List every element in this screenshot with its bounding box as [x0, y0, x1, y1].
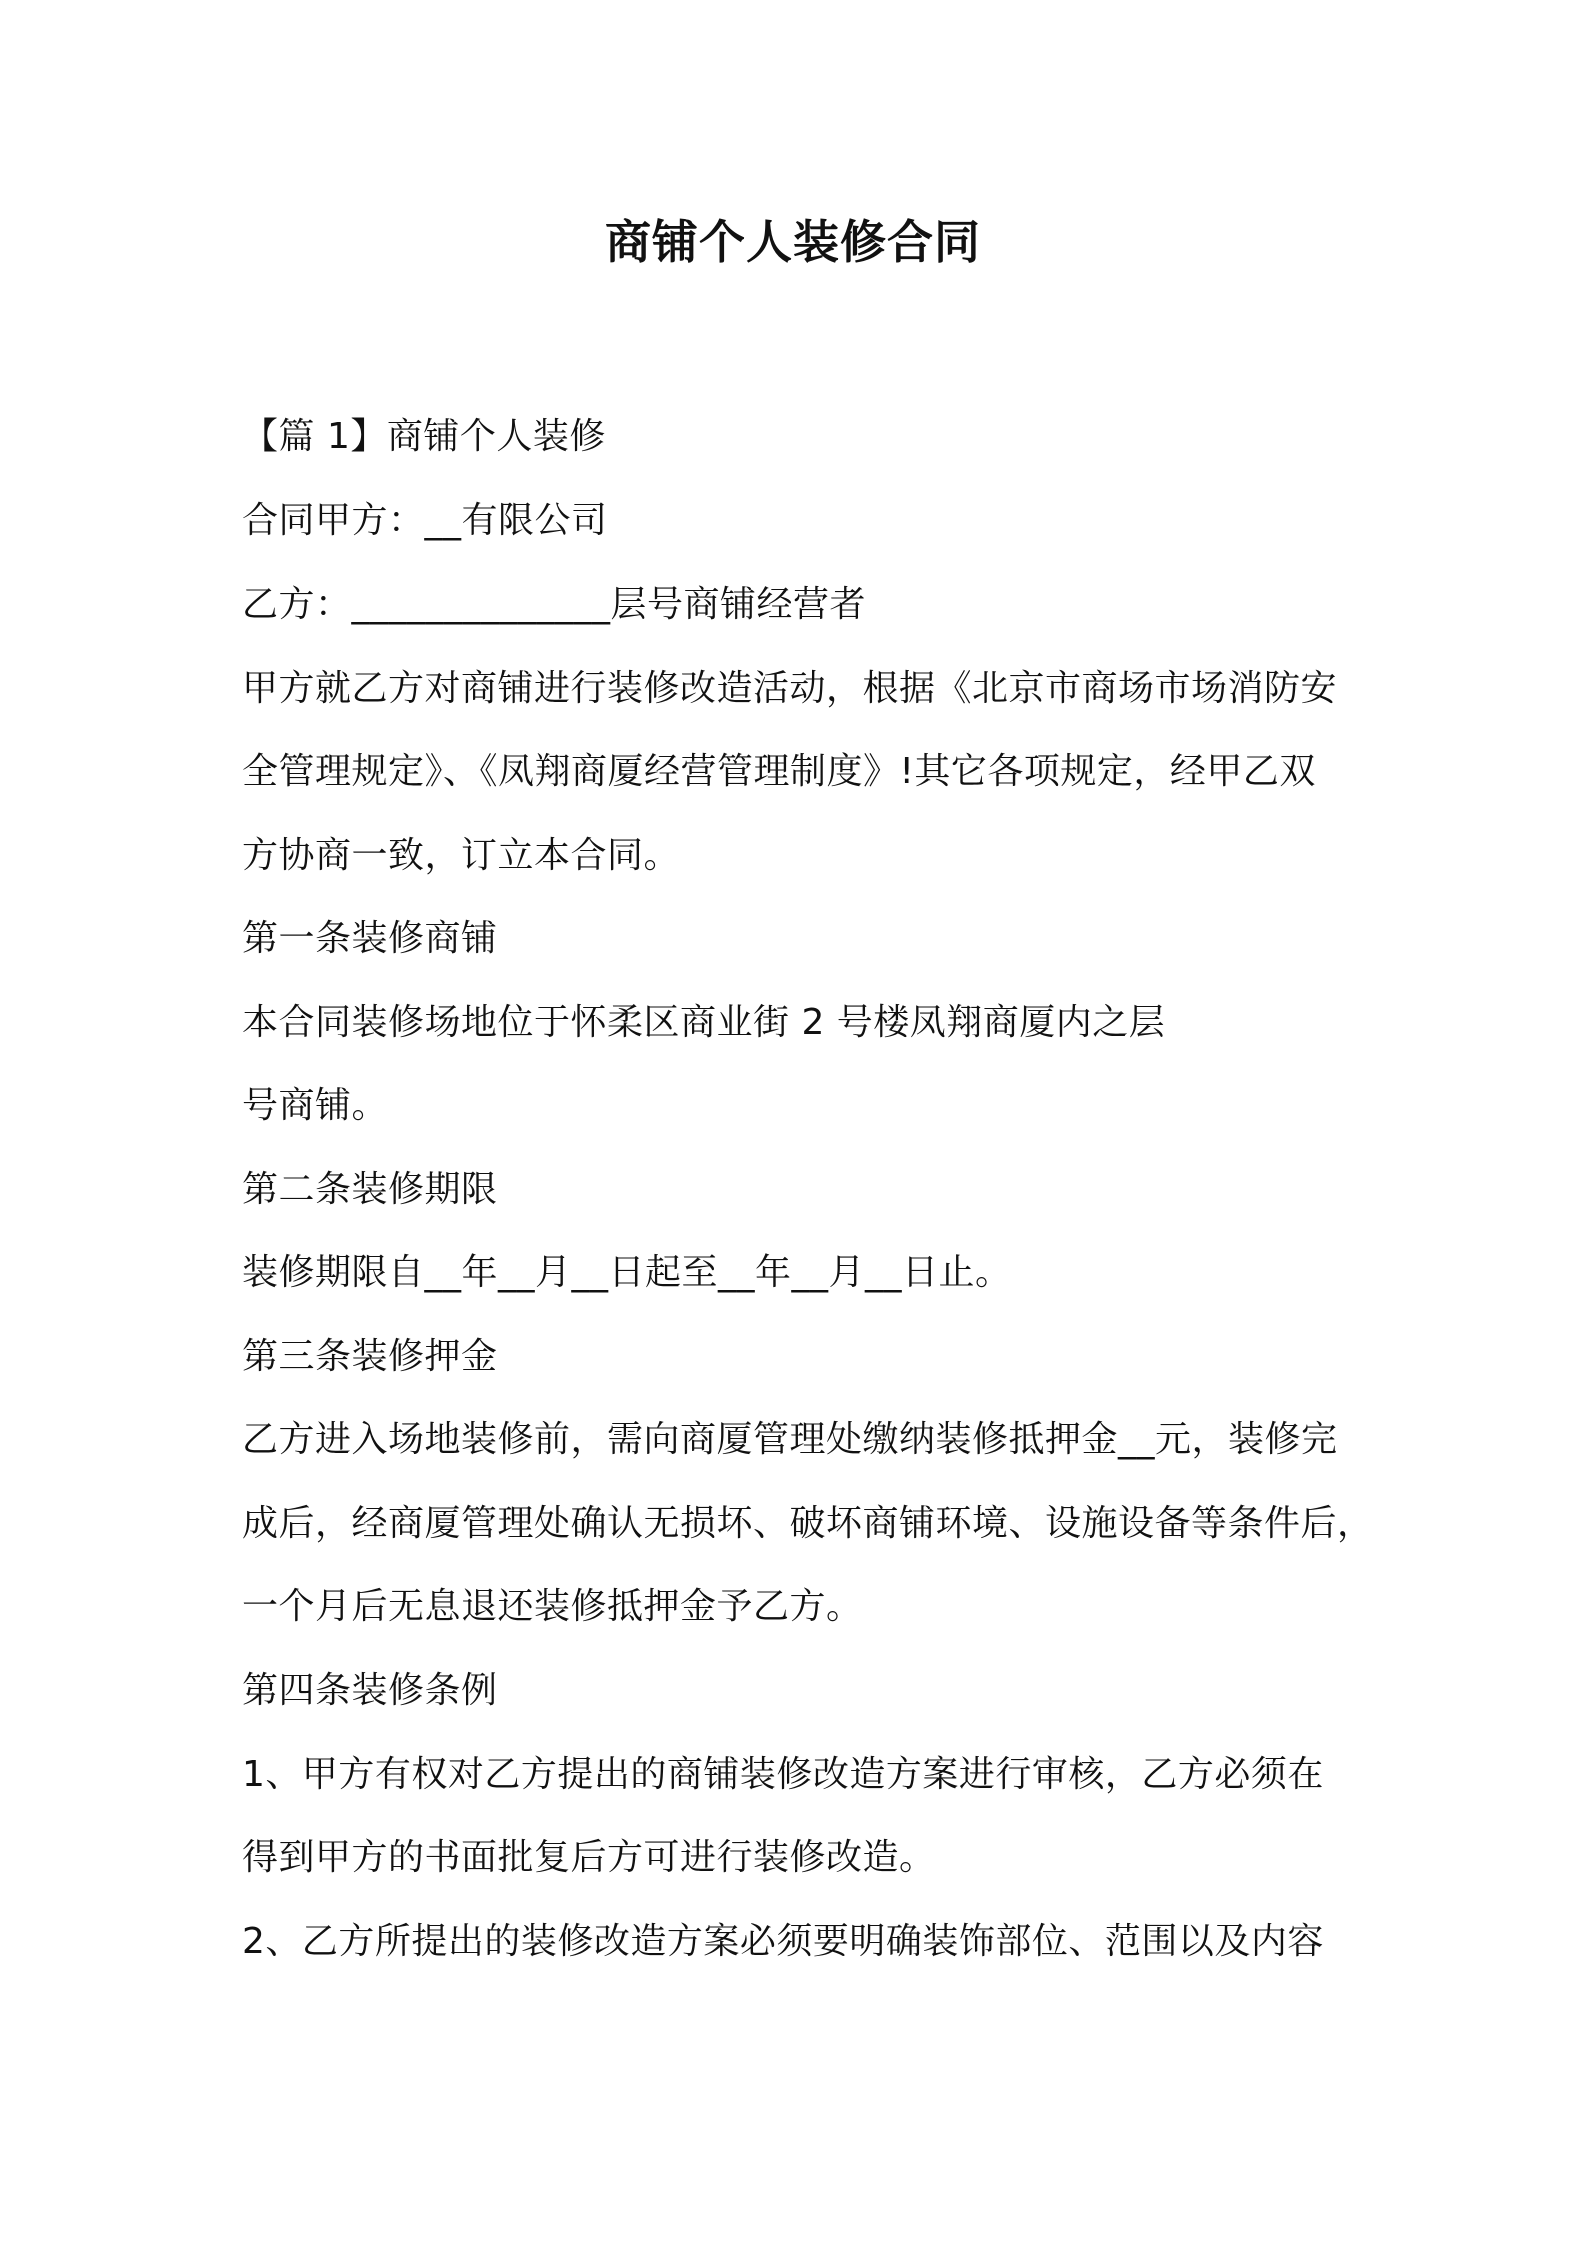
paragraph-line: 乙方进入场地装修前，需向商厦管理处缴纳装修抵押金__元，装修完 — [242, 1419, 1338, 1460]
paragraph-line: 甲方就乙方对商铺进行装修改造活动，根据《北京市商场市场消防安 — [242, 668, 1338, 709]
paragraph-line: 全管理规定》、《凤翔商厦经营管理制度》!其它各项规定，经甲乙双 — [242, 751, 1316, 792]
paragraph-line: 成后，经商厦管理处确认无损坏、破坏商铺环境、设施设备等条件后， — [242, 1503, 1374, 1544]
list-item: 2、乙方所提出的装修改造方案必须要明确装饰部位、范围以及内容 — [242, 1921, 1324, 1962]
paragraph-line: 一个月后无息退还装修抵押金予乙方。 — [242, 1586, 863, 1627]
article-heading: 第二条装修期限 — [242, 1169, 498, 1210]
paragraph-line: 本合同装修场地位于怀柔区商业街 2 号楼凤翔商厦内之层 — [242, 1002, 1166, 1043]
list-item: 1、甲方有权对乙方提出的商铺装修改造方案进行审核，乙方必须在 — [242, 1754, 1324, 1795]
article-heading: 第四条装修条例 — [242, 1670, 498, 1711]
document-title: 商铺个人装修合同 — [605, 215, 981, 269]
list-item-continuation: 得到甲方的书面批复后方可进行装修改造。 — [242, 1837, 936, 1878]
article-heading: 第一条装修商铺 — [242, 918, 498, 959]
article-heading: 第三条装修押金 — [242, 1336, 498, 1377]
party-b-line: 乙方：______________层号商铺经营者 — [242, 584, 867, 625]
party-a-line: 合同甲方：__有限公司 — [242, 500, 608, 541]
paragraph-line: 号商铺。 — [242, 1085, 389, 1126]
paragraph-line: 装修期限自__年__月__日起至__年__月__日止。 — [242, 1252, 1012, 1293]
section-heading: 【篇 1】商铺个人装修 — [242, 416, 606, 457]
paragraph-line: 方协商一致，订立本合同。 — [242, 835, 681, 876]
